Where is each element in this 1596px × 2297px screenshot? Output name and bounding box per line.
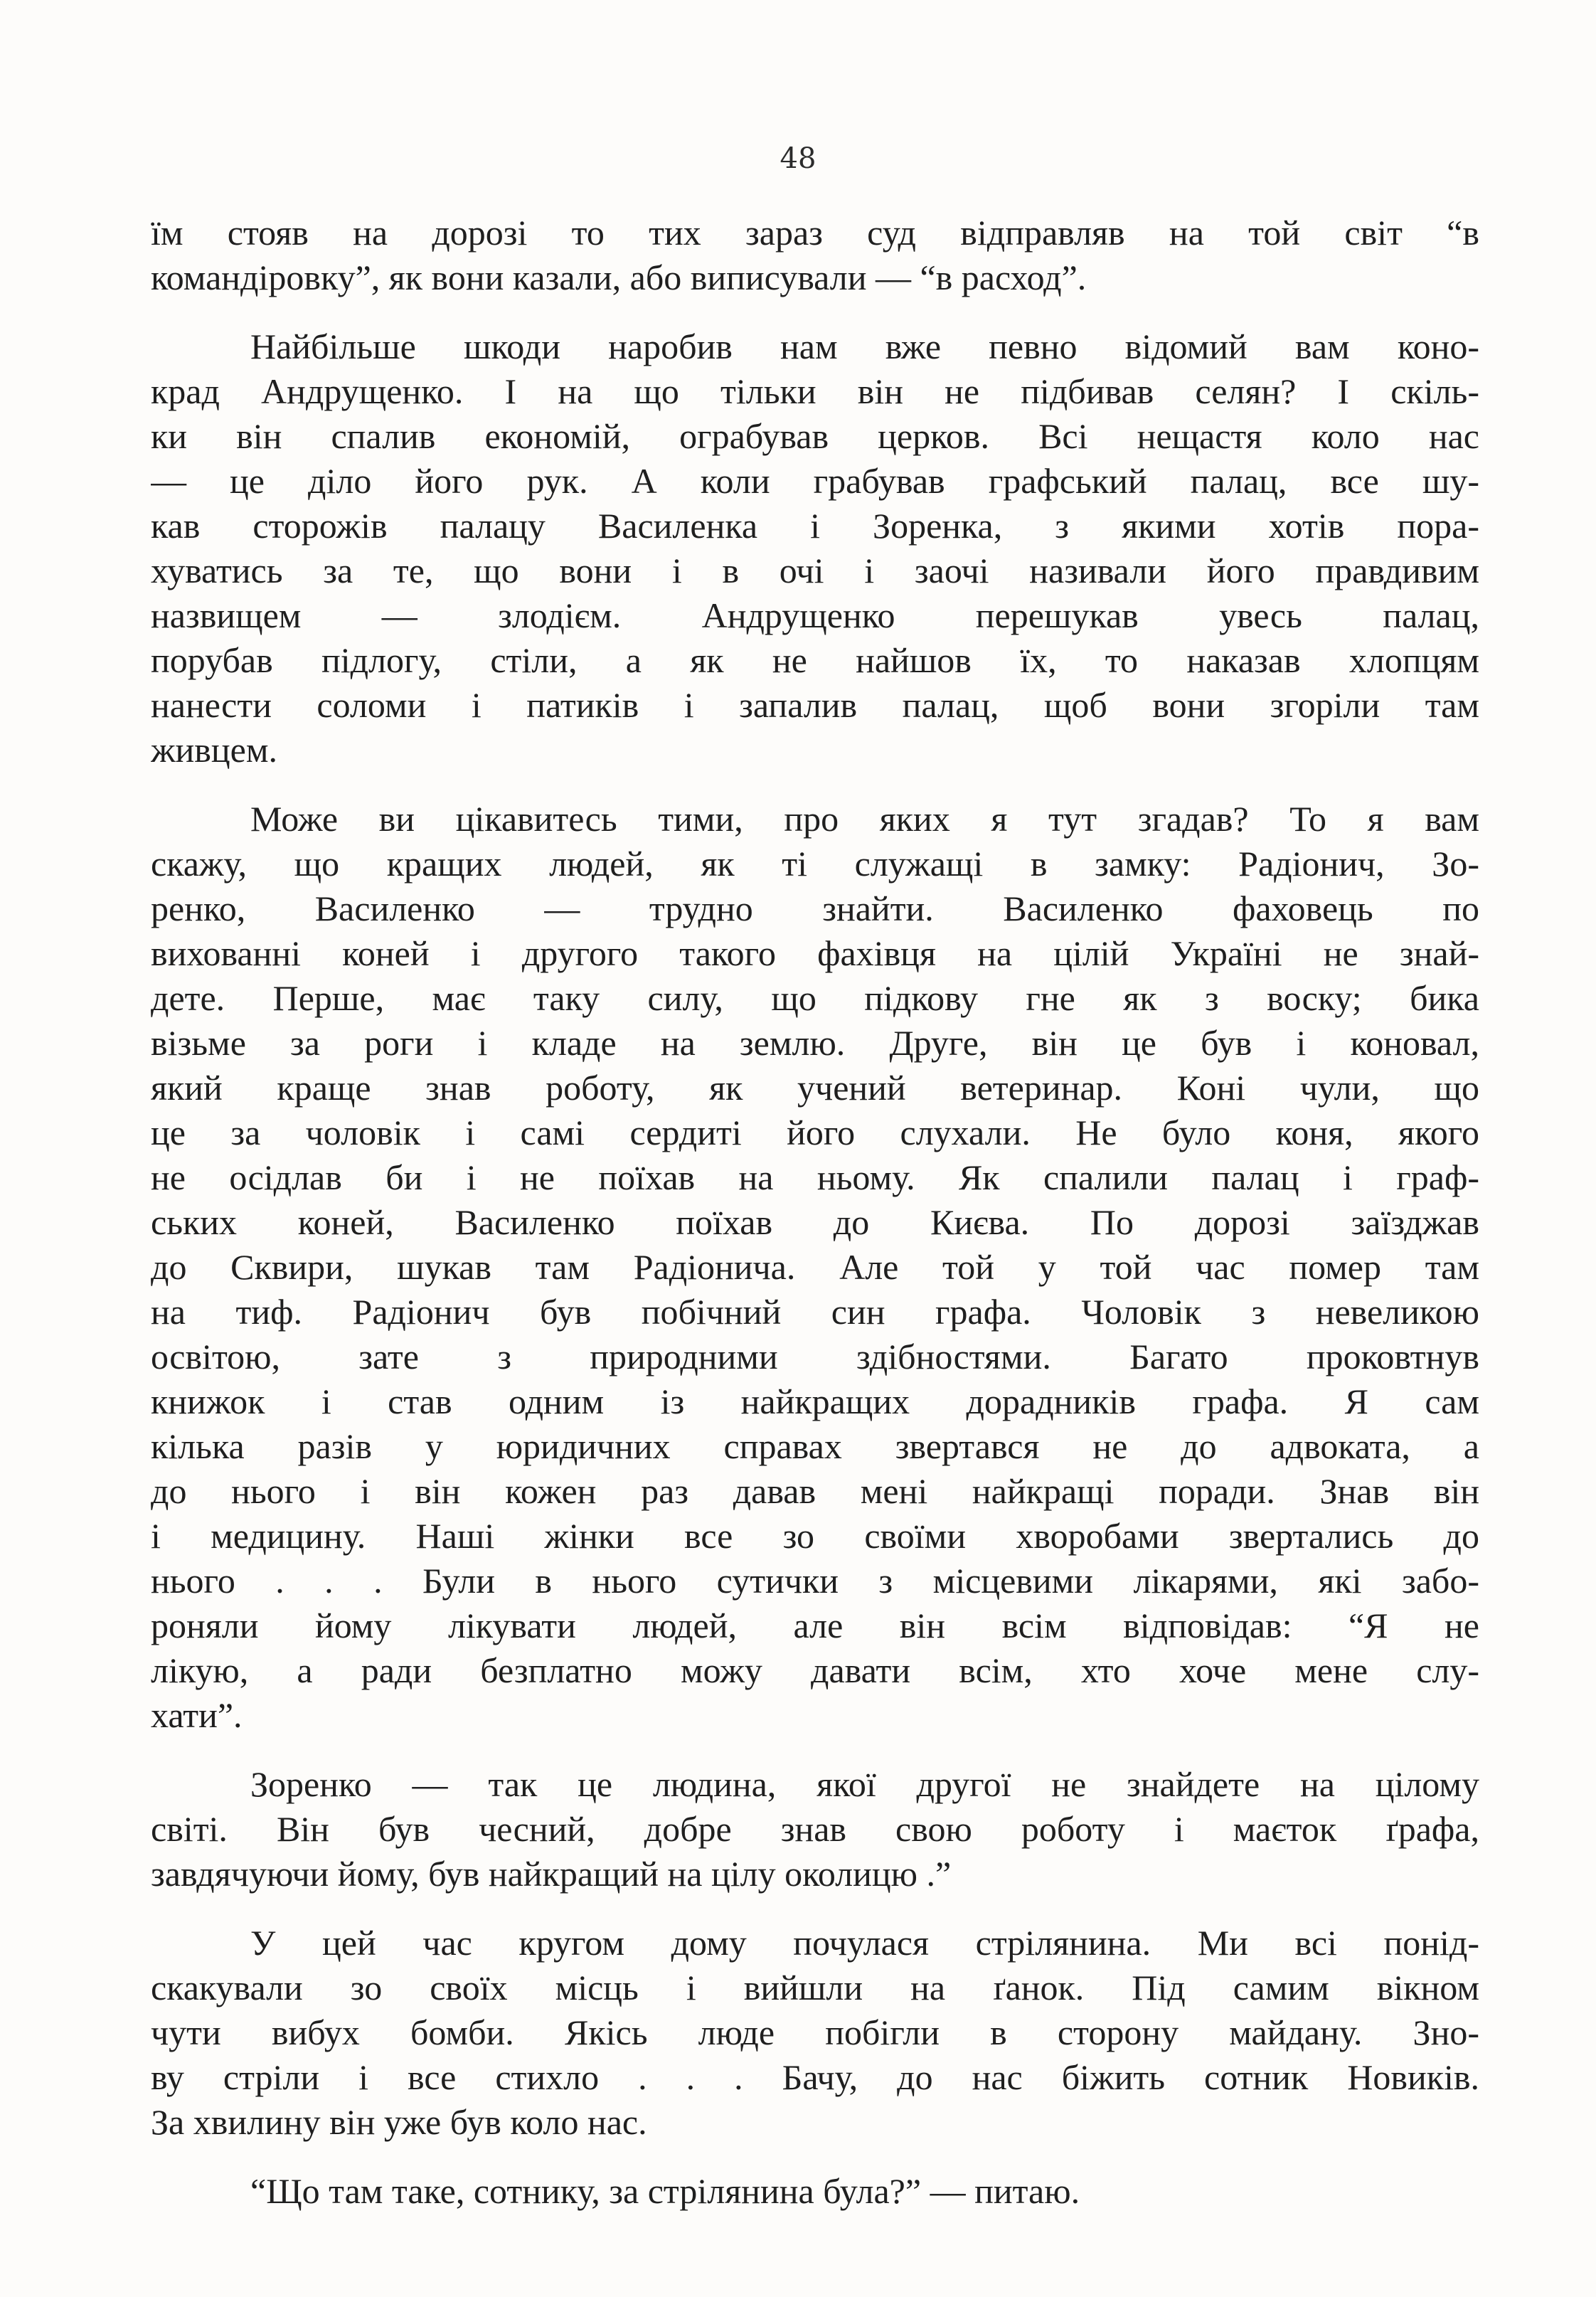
text-line: візьме за роги і кладе на землю. Друге, він це був і коновал, — [151, 1023, 1479, 1063]
text-line: Найбільше шкоди наробив нам вже певно відомий вам коно- — [250, 327, 1479, 366]
text-line: скакували зо своїх місць і вийшли на ґанок. Під самим вікном — [151, 1968, 1479, 2007]
text-line: кілька разів у юридичних справах звертався не до адвоката, а — [151, 1426, 1479, 1466]
text-line: — це діло його рук. А коли грабував графський палац, все шу- — [151, 461, 1479, 501]
text-line: У цей час кругом дому почулася стрілянина. Ми всі понід- — [250, 1923, 1479, 1963]
body-text — [151, 211, 1479, 2238]
text-line: їм стояв на дорозі то тих зараз суд відправляв на той світ “в — [151, 213, 1479, 253]
text-line: завдячуючи йому, був найкращий на цілу околицю .” — [151, 1854, 952, 1894]
page-number: 48 — [780, 142, 816, 175]
text-line: лікую, а ради безплатно можу давати всім, хто хоче мене слу- — [151, 1650, 1479, 1690]
text-line: до нього і він кожен раз давав мені найкращі поради. Знав він — [151, 1471, 1479, 1511]
text-line: кав сторожів палацу Василенка і Зоренка, з якими хотів пора- — [151, 506, 1479, 546]
text-line: роняли йому лікувати людей, але він всім відповідав: “Я не — [151, 1606, 1479, 1645]
paragraph — [151, 1762, 1479, 1897]
text-line: За хвилину він уже був коло нас. — [151, 2102, 647, 2142]
text-line: це за чоловік і самі сердиті його слухали. Не було коня, якого — [151, 1113, 1479, 1152]
text-line: командіровку”, як вони казали, або виписували — “в расход”. — [151, 258, 1087, 297]
text-line: назвищем — злодієм. Андрущенко перешукав увесь палац, — [151, 595, 1479, 635]
paragraph — [151, 211, 1479, 300]
text-line: і медицину. Наші жінки все зо своїми хворобами звертались до — [151, 1516, 1479, 1556]
text-line: живцем. — [151, 730, 278, 770]
text-line: хати”. — [151, 1695, 243, 1735]
text-line: до Сквири, шукав там Радіонича. Але той у той час помер там — [151, 1247, 1479, 1287]
text-line: нього . . . Були в нього сутички з місцевими лікарями, які забо- — [151, 1561, 1479, 1601]
text-line: книжок і став одним із найкращих дорадників графа. Я сам — [151, 1381, 1479, 1421]
paragraph — [151, 1921, 1479, 2145]
text-line: світі. Він був чесний, добре знав свою роботу і маєток ґрафа, — [151, 1809, 1479, 1849]
text-line: вихованні коней і другого такого фахівця на цілій Україні не знай- — [151, 933, 1479, 973]
text-line: який краще знав роботу, як учений ветеринар. Коні чули, що — [151, 1068, 1479, 1108]
text-line: крад Андрущенко. І на що тільки він не підбивав селян? І скіль- — [151, 371, 1479, 411]
text-line: “Що там таке, сотнику, за стрілянина була?” — питаю. — [250, 2171, 1080, 2211]
text-line: порубав підлогу, стіли, а як не найшов їх, то наказав хлопцям — [151, 640, 1479, 680]
text-line: ських коней, Василенко поїхав до Києва. По дорозі заїзджав — [151, 1202, 1479, 1242]
text-line: освітою, зате з природними здібностями. Багато проковтнув — [151, 1337, 1479, 1376]
text-line: не осідлав би і не поїхав на ньому. Як спалили палац і граф- — [151, 1157, 1479, 1197]
text-line: на тиф. Радіонич був побічний син графа. Чоловік з невеликою — [151, 1292, 1479, 1332]
paragraph — [151, 2169, 1479, 2214]
text-line: дете. Перше, має таку силу, що підкову гне як з воску; бика — [151, 978, 1479, 1018]
text-line: нанести соломи і патиків і запалив палац, щоб вони згоріли там — [151, 685, 1479, 725]
paragraph — [151, 797, 1479, 1738]
text-line: ренко, Василенко — трудно знайти. Василенко фаховець по — [151, 888, 1479, 928]
text-line: скажу, що кращих людей, як ті служащі в замку: Радіонич, Зо- — [151, 844, 1479, 884]
text-line: Зоренко — так це людина, якої другої не знайдете на цілому — [250, 1764, 1479, 1804]
text-line: чути вибух бомби. Якісь люде побігли в сторону майдану. Зно- — [151, 2012, 1479, 2052]
text-line: ву стріли і все стихло . . . Бачу, до нас біжить сотник Новиків. — [151, 2057, 1479, 2097]
text-line: ки він спалив економій, ограбував церков. Всі нещастя коло нас — [151, 416, 1479, 456]
paragraph — [151, 324, 1479, 773]
text-line: хуватись за те, що вони і в очі і заочі називали його правдивим — [151, 551, 1479, 590]
text-line: Може ви цікавитесь тими, про яких я тут згадав? То я вам — [250, 799, 1479, 839]
